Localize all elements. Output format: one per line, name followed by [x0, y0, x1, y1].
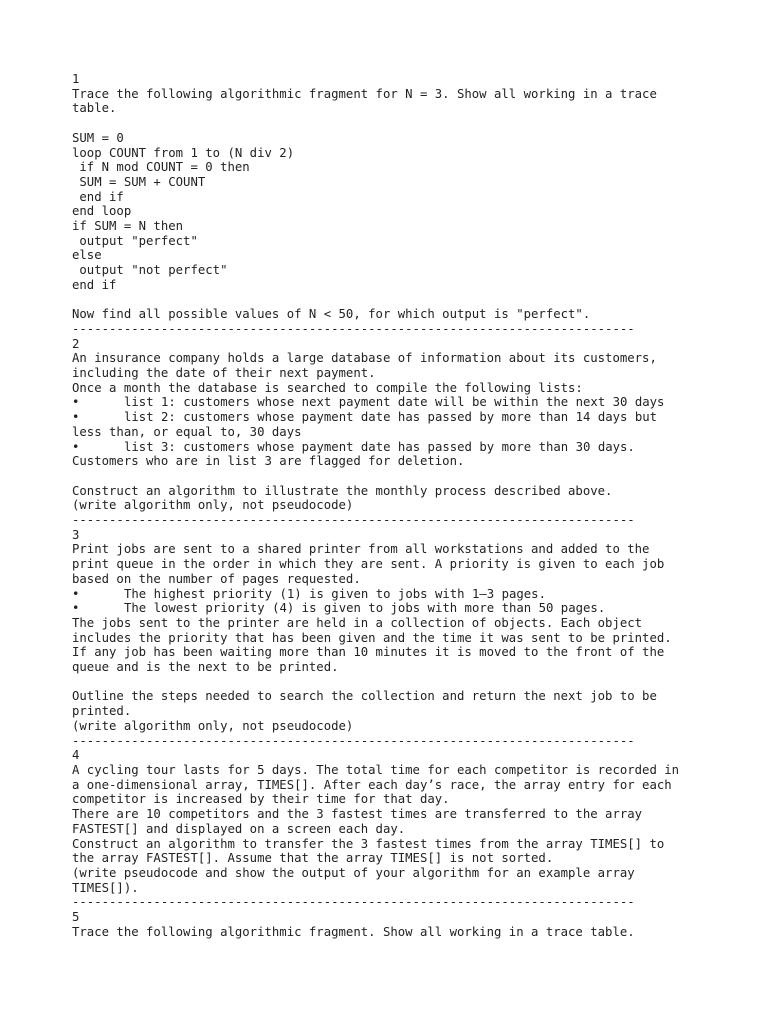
question-text-line: An insurance company holds a large database of information about its customers,	[72, 351, 657, 366]
section-divider: ----------------------------------------------------------------------------	[72, 513, 635, 528]
bullet-text: list 2: customers whose payment date has passed by more than 14 days but	[124, 410, 658, 425]
question-text-line: Outline the steps needed to search the collection and return the next job to be	[72, 689, 657, 704]
question-text-line: Trace the following algorithmic fragment for N = 3. Show all working in a trace	[72, 86, 657, 101]
question-text-line: including the date of their next payment.	[72, 366, 376, 381]
question-text-line: Customers who are in list 3 are flagged for deletion.	[72, 454, 465, 469]
question-number: 2	[72, 336, 80, 351]
question-text-line: If any job has been waiting more than 10 minutes it is moved to the front of the	[72, 645, 665, 660]
section-divider: ----------------------------------------------------------------------------	[72, 733, 635, 748]
section-divider: ----------------------------------------------------------------------------	[72, 895, 635, 910]
code-line: output "perfect"	[72, 233, 198, 248]
bullet-item	[72, 410, 728, 425]
question-text-line: (write algorithm only, not pseudocode)	[72, 498, 354, 513]
blank-line	[72, 675, 728, 690]
question-text-line: Construct an algorithm to transfer the 3 fastest times from the array TIMES[] to	[72, 836, 665, 851]
question-1	[72, 72, 728, 322]
blank-line	[72, 116, 728, 131]
bullet-text: The highest priority (1) is given to jobs with 1–3 pages.	[124, 586, 546, 601]
bullet-icon: •	[72, 601, 80, 616]
question-number: 5	[72, 910, 80, 925]
question-5	[72, 910, 728, 939]
bullet-text: list 3: customers whose payment date has passed by more than 30 days.	[124, 439, 635, 454]
question-text-line: Construct an algorithm to illustrate the monthly process described above.	[72, 483, 613, 498]
question-number: 1	[72, 72, 80, 86]
question-text-line: based on the number of pages requested.	[72, 571, 361, 586]
code-line: if SUM = N then	[72, 219, 184, 234]
bullet-item	[72, 395, 728, 410]
question-text-line: competitor is increased by their time for that day.	[72, 792, 450, 807]
code-line: output "not perfect"	[72, 263, 228, 278]
question-text-line: Print jobs are sent to a shared printer from all workstations and added to the	[72, 542, 650, 557]
question-text-line: print queue in the order in which they are sent. A priority is given to each job	[72, 557, 665, 572]
question-4	[72, 748, 728, 895]
question-text-line: FASTEST[] and displayed on a screen each day.	[72, 821, 406, 836]
question-text-line: The jobs sent to the printer are held in a collection of objects. Each object	[72, 615, 643, 630]
question-text-line: Trace the following algorithmic fragment. Show all working in a trace table.	[72, 924, 635, 939]
question-text-line: There are 10 competitors and the 3 fastest times are transferred to the array	[72, 807, 643, 822]
question-number: 4	[72, 748, 80, 763]
section-divider: ----------------------------------------------------------------------------	[72, 321, 635, 336]
question-text-line: TIMES[]).	[72, 880, 139, 895]
question-text-line: A cycling tour lasts for 5 days. The total time for each competitor is recorded in	[72, 762, 680, 777]
bullet-icon: •	[72, 439, 80, 454]
question-number: 3	[72, 527, 80, 542]
code-line: if N mod COUNT = 0 then	[72, 160, 250, 175]
code-line: loop COUNT from 1 to (N div 2)	[72, 145, 295, 160]
question-text-line: Once a month the database is searched to compile the following lists:	[72, 380, 583, 395]
code-line: SUM = SUM + COUNT	[72, 174, 206, 189]
question-2	[72, 337, 728, 513]
bullet-text: list 1: customers whose next payment date will be within the next 30 days	[124, 395, 665, 410]
question-text-line: the array FASTEST[]. Assume that the array TIMES[] is not sorted.	[72, 851, 554, 866]
bullet-item	[72, 587, 728, 602]
code-line: else	[72, 248, 102, 263]
bullet-icon: •	[72, 395, 80, 410]
question-text-line: table.	[72, 101, 117, 116]
code-line: end if	[72, 189, 124, 204]
bullet-icon: •	[72, 410, 80, 425]
question-text-line: printed.	[72, 704, 132, 719]
question-text-line: a one-dimensional array, TIMES[]. After each day’s race, the array entry for each	[72, 777, 672, 792]
code-line: end loop	[72, 204, 132, 219]
question-text-line: (write pseudocode and show the output of your algorithm for an example array	[72, 865, 635, 880]
bullet-text: The lowest priority (4) is given to jobs with more than 50 pages.	[124, 601, 606, 616]
bullet-continuation: less than, or equal to, 30 days	[72, 424, 302, 439]
question-text-line: Now find all possible values of N < 50, for which output is "perfect".	[72, 307, 591, 322]
bullet-item	[72, 440, 728, 455]
blank-line	[72, 293, 728, 308]
code-line: end if	[72, 277, 117, 292]
question-text-line: queue and is the next to be printed.	[72, 660, 339, 675]
blank-line	[72, 469, 728, 484]
bullet-icon: •	[72, 586, 80, 601]
question-text-line: includes the priority that has been given and the time it was sent to be printed.	[72, 630, 672, 645]
code-line: SUM = 0	[72, 130, 124, 145]
question-text-line: (write algorithm only, not pseudocode)	[72, 718, 354, 733]
bullet-item	[72, 601, 728, 616]
question-3	[72, 528, 728, 734]
